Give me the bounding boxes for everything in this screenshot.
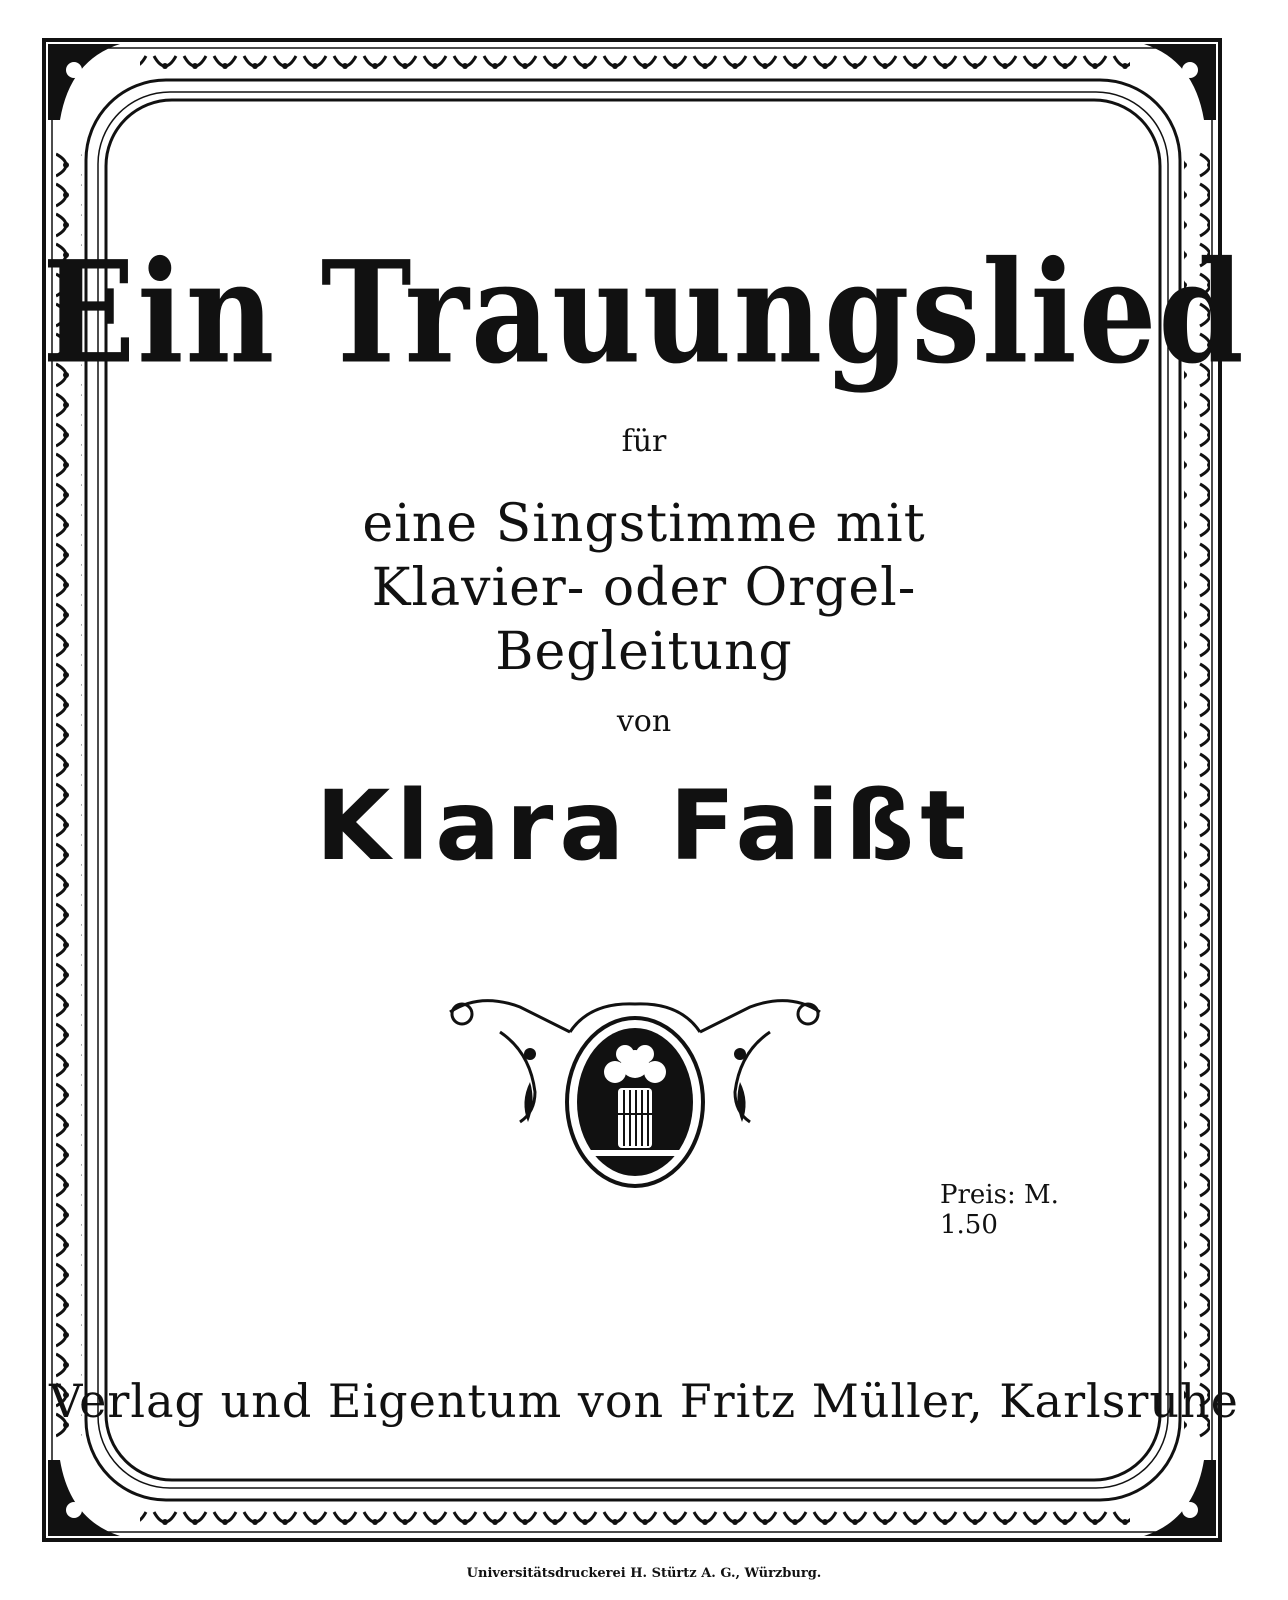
description-line: Begleitung: [495, 622, 793, 682]
price-label: Preis: M. 1.50: [940, 1180, 1059, 1240]
instrumentation-description: [0, 492, 1288, 684]
by-label: von: [616, 704, 672, 739]
wheat-sheaf-vignette-icon: [440, 992, 830, 1192]
publisher-line: Verlag und Eigentum von Fritz Müller, Karlsruhe: [49, 1374, 1239, 1428]
printer-imprint: Universitätsdruckerei H. Stürtz A. G., Würzburg.: [466, 1566, 822, 1581]
page-title: Ein Trauungslied: [42, 229, 1246, 395]
description-line: Klavier- oder Orgel-: [371, 558, 917, 618]
composer-name: Klara Faißt: [315, 770, 973, 882]
for-label: für: [621, 424, 667, 459]
description-line: eine Singstimme mit: [362, 494, 926, 554]
